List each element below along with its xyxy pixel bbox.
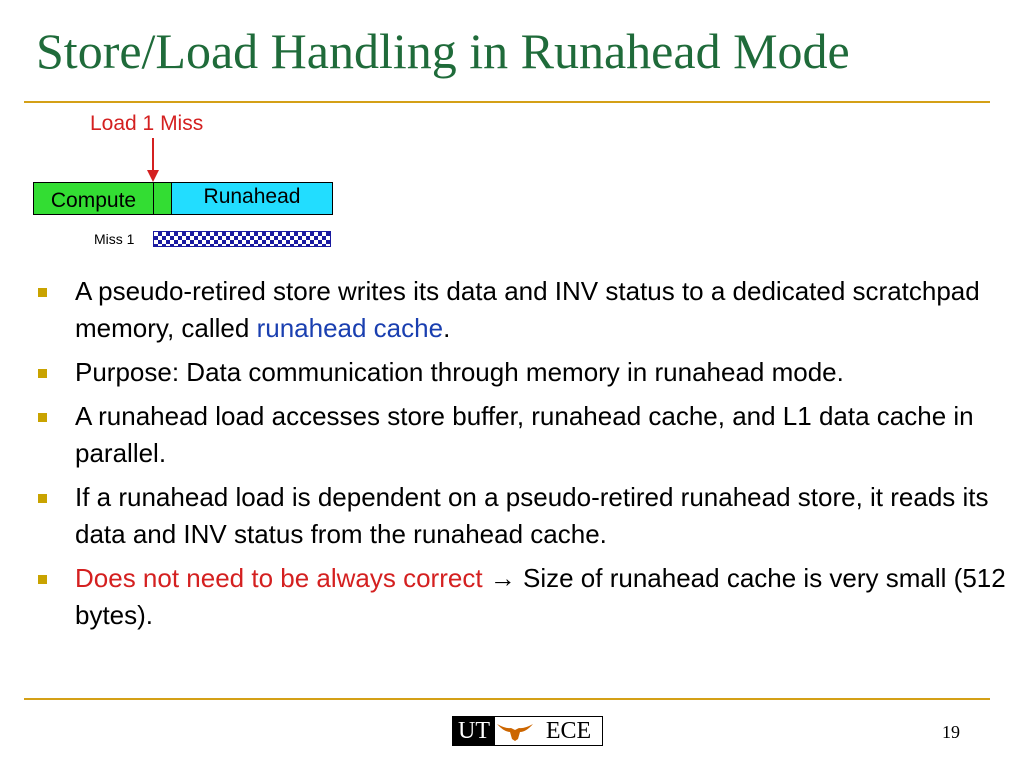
slide-title: Store/Load Handling in Runahead Mode [36, 23, 850, 79]
title-divider [24, 101, 990, 103]
bullet-item [36, 560, 1016, 634]
bullet-text: . [443, 313, 451, 343]
footer-divider [24, 698, 990, 700]
miss-1-label: Miss 1 [94, 231, 135, 247]
bullet-square-icon [38, 575, 47, 584]
bullet-text: If a runahead load is dependent on a pseudo-retired runahead store, it reads its data and INV status from the runahead cache. [75, 482, 989, 549]
bullet-text: Does not need to be always correct [75, 563, 483, 593]
stall-segment [154, 183, 172, 214]
bullet-square-icon [38, 413, 47, 422]
bullet-text: → Size of runahead cache is very small (512 bytes). [75, 563, 1006, 630]
runahead-segment: Runahead [172, 183, 332, 214]
miss-1-bar [153, 231, 331, 247]
load-miss-label: Load 1 Miss [90, 112, 204, 135]
bullet-list [36, 273, 1016, 641]
logo-ut-text: UT [453, 717, 495, 745]
bullet-item [36, 354, 1016, 391]
bullet-square-icon [38, 369, 47, 378]
bullet-text: Purpose: Data communication through memory in runahead mode. [75, 357, 844, 387]
bullet-item [36, 273, 1016, 347]
miss-arrow-icon [146, 138, 160, 182]
bullet-text: A pseudo-retired store writes its data and INV status to a dedicated scratchpad memory, called [75, 276, 980, 343]
page-number: 19 [942, 722, 960, 742]
ut-ece-logo [452, 716, 603, 746]
execution-timeline [33, 182, 333, 215]
logo-ece-text: ECE [535, 717, 602, 745]
bullet-square-icon [38, 288, 47, 297]
bullet-square-icon [38, 494, 47, 503]
runahead-cache-term: runahead cache [256, 313, 444, 343]
longhorn-icon [495, 717, 535, 745]
bullet-item [36, 479, 1016, 553]
compute-segment: Compute [34, 183, 154, 214]
bullet-text: A runahead load accesses store buffer, runahead cache, and L1 data cache in parallel. [75, 401, 974, 468]
bullet-item [36, 398, 1016, 472]
